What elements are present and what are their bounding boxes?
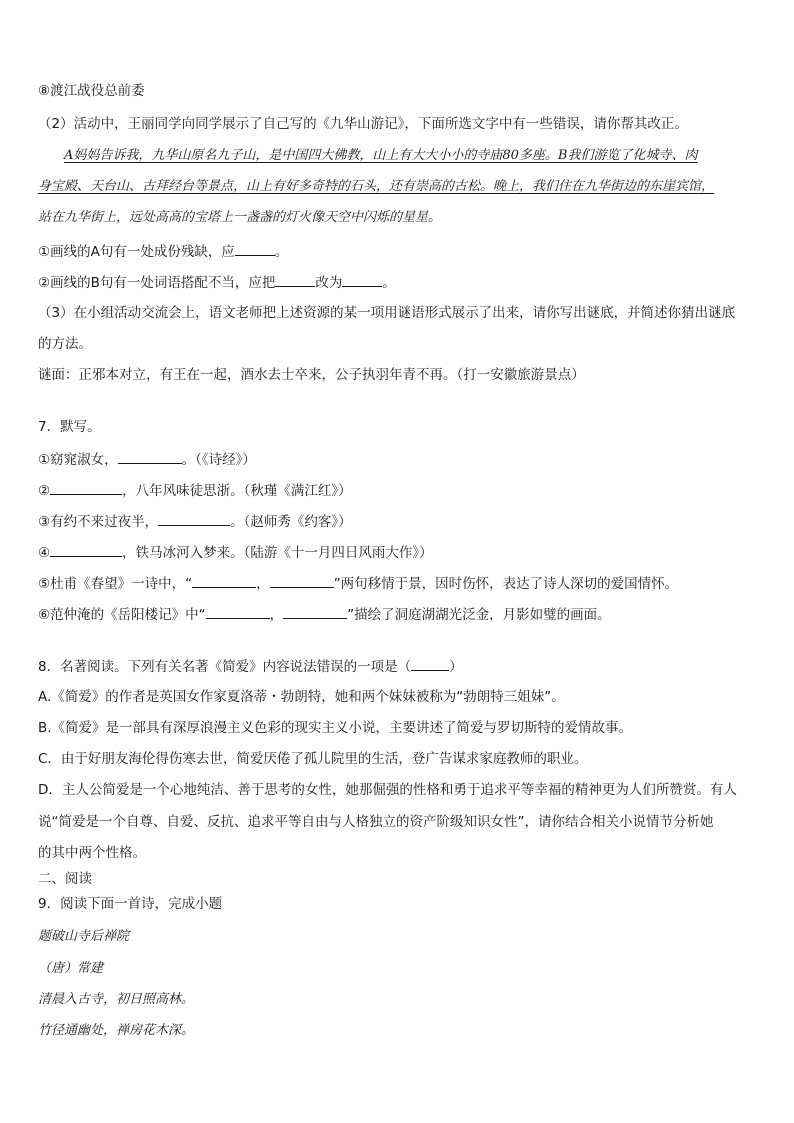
q8-stem-close: ）: [449, 659, 463, 675]
q8-option-b: B.《简爱》是一部具有深厚浪漫主义色彩的现实主义小说，主要讲述了简爱与罗切斯特的爱情故事。: [38, 720, 633, 736]
q6-part3-line1: （3）在小组活动交流会上，语文老师把上述资源的某一项用谜语形式展示了出来，请你写出谜底，并简述你猜出谜底: [38, 305, 736, 321]
answer-blank[interactable]: [411, 656, 449, 671]
q7-line-6: [38, 604, 756, 624]
q6-sub2: [38, 272, 756, 292]
answer-blank[interactable]: [270, 573, 334, 588]
q7-l2-text: ②: [38, 483, 51, 499]
q7-l6-text: ⑥范仲淹的《岳阳楼记》中“: [38, 607, 206, 623]
q8-option-c: C．由于好朋友海伦得伤寒去世，简爱厌倦了孤儿院里的生活，登广告谋求家庭教师的职业。: [38, 751, 588, 767]
passage-line-3: 站在九华街上，远处高高的宝塔上一盏盏的灯火像天空中闪烁的星星。: [38, 210, 442, 225]
q6-sub2-suffix: 。: [382, 275, 396, 291]
q7-line-2: [38, 480, 756, 500]
q6-sub1-prefix: ①画线的A句有一处成份残缺，应: [38, 244, 235, 260]
answer-blank[interactable]: [275, 272, 315, 287]
q7-l5-sep: ，: [256, 576, 270, 592]
q7-line-1: [38, 449, 756, 469]
q8-option-d-line3: 的其中两个性格。: [38, 845, 146, 861]
poem-line-1: 清晨入古寺，初日照高林。: [38, 992, 195, 1007]
poem-line-2: 竹径通幽处，禅房花木深。: [38, 1023, 195, 1038]
q7-line-4: [38, 542, 756, 562]
answer-blank[interactable]: [50, 480, 122, 495]
q6-part3-line2: 的方法。: [38, 336, 92, 352]
answer-blank[interactable]: [50, 542, 122, 557]
answer-blank[interactable]: [342, 272, 382, 287]
q9-stem: 9．阅读下面一首诗，完成小题: [38, 896, 223, 912]
q7-line-5: [38, 573, 756, 593]
poem-author: （唐）常建: [38, 961, 104, 976]
answer-blank[interactable]: [206, 604, 270, 619]
q7-title: 7．默写。: [38, 419, 101, 435]
q7-l5-text: ⑤杜甫《春望》一诗中，“: [38, 576, 193, 592]
q8-option-d-line1: D．主人公简爱是一个心地纯洁、善于思考的女性，她那倔强的性格和勇于追求平等幸福的精神更为人们所赞赏。有人: [38, 782, 737, 798]
q7-l3-text: ③有约不来过夜半，: [38, 514, 159, 530]
q7-line-3: [38, 511, 756, 531]
passage-line-2: 身宝殿、天台山、古拜经台等景点，山上有好多奇特的石头，还有崇高的古松。晚上，我们住在九华街边的东崖宾馆，: [38, 179, 715, 194]
poem-title: 题破山寺后禅院: [38, 929, 130, 944]
answer-blank[interactable]: [235, 241, 275, 256]
q6-sub2-mid: 改为: [315, 275, 343, 291]
q7-l4-source: ，铁马冰河入梦来。（陆游《十一月四日风雨大作》）: [122, 545, 433, 561]
riddle: 谜面：正邪本对立，有王在一起，酒水去士卒来，公子执羽年青不再。（打一安徽旅游景点）: [38, 367, 585, 383]
q7-l6-tail: ”描绘了洞庭湖湖光泛金，月影如璧的画面。: [347, 607, 611, 623]
passage-line-1: A妈妈告诉我，九华山原名九子山，是中国四大佛教，山上有大大小小的寺庙80多座。B我们游览了化城寺、肉: [64, 148, 698, 163]
q8-stem: [38, 656, 756, 676]
section-heading: 二、阅读: [38, 871, 92, 887]
q6-item8: ⑧渡江战役总前委: [38, 83, 145, 99]
answer-blank[interactable]: [158, 511, 230, 526]
answer-blank[interactable]: [283, 604, 347, 619]
q7-l1-source: 。（《诗经》）: [181, 452, 256, 468]
q7-l3-source: 。（赵师秀《约客》）: [230, 514, 352, 530]
q8-option-a: A.《简爱》的作者是英国女作家夏洛蒂・勃朗特，她和两个妹妹被称为“勃朗特三姐妹”。: [38, 689, 565, 705]
q6-sub1: [38, 241, 756, 261]
q7-l2-source: ，八年风味徒思浙。（秋瑾《满江红》）: [122, 483, 352, 499]
q6-part2-stem: （2）活动中，王丽同学向同学展示了自己写的《九华山游记》，下面所选文字中有一些错误，请你帮其改正。: [38, 116, 688, 132]
q6-sub1-suffix: 。: [274, 244, 289, 260]
q7-l1-text: ①窈窕淑女，: [38, 452, 118, 468]
q8-option-d-line2: 说“简爱是一个自尊、自爱、反抗、追求平等自由与人格独立的资产阶级知识女性”，请你结合相关小说情节分析她: [38, 814, 714, 830]
answer-blank[interactable]: [192, 573, 256, 588]
q7-l5-tail: ”两句移情于景，因时伤怀，表达了诗人深切的爱国情怀。: [333, 576, 679, 592]
q7-l4-text: ④: [38, 545, 51, 561]
q8-stem-text: 8．名著阅读。下列有关名著《简爱》内容说法错误的一项是（: [38, 659, 412, 675]
q6-sub2-prefix: ②画线的B句有一处词语搭配不当，应把: [38, 275, 276, 291]
answer-blank[interactable]: [118, 449, 182, 464]
q7-l6-sep: ，: [269, 607, 284, 623]
